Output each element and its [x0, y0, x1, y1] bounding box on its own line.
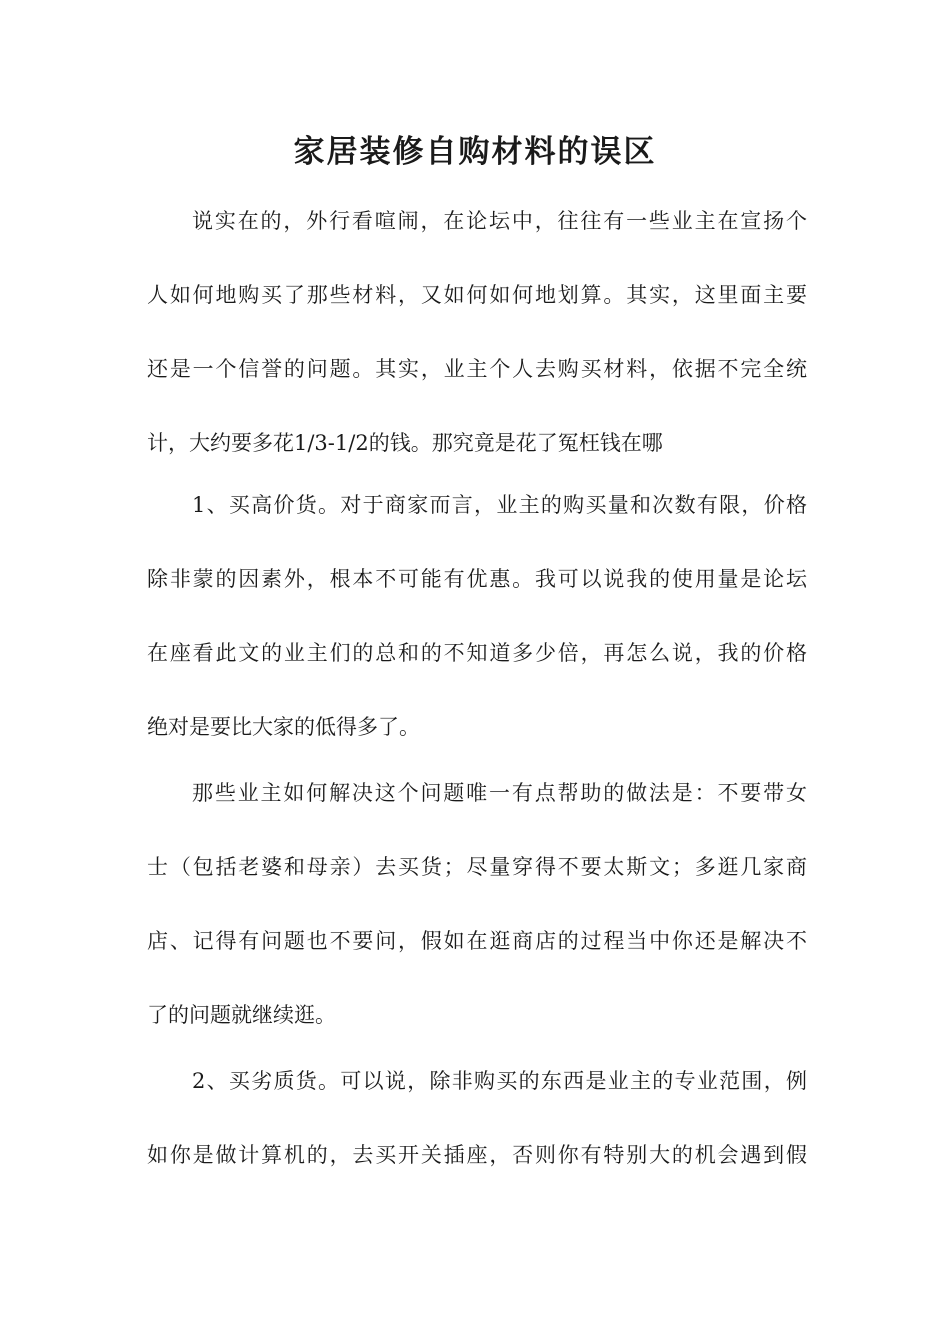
paragraph-line: 人如何地购买了那些材料，又如何如何地划算。其实，这里面主要	[147, 283, 807, 307]
paragraph-line: 绝对是要比大家的低得多了。	[147, 715, 420, 739]
paragraph-line: 2、买劣质货。可以说，除非购买的东西是业主的专业范围，例	[192, 1069, 807, 1093]
paragraph-line: 那些业主如何解决这个问题唯一有点帮助的做法是：不要带女	[192, 781, 807, 805]
paragraph-line: 计，大约要多花1/3-1/2的钱。那究竟是花了冤枉钱在哪	[147, 431, 663, 455]
document-title: 家居装修自购材料的误区	[293, 134, 657, 170]
paragraph-line: 在座看此文的业主们的总和的不知道多少倍，再怎么说，我的价格	[147, 641, 807, 665]
paragraph-line: 了的问题就继续逛。	[147, 1003, 336, 1027]
paragraph-line: 说实在的，外行看喧闹，在论坛中，往往有一些业主在宣扬个	[192, 209, 807, 233]
paragraph-line: 士（包括老婆和母亲）去买货；尽量穿得不要太斯文；多逛几家商	[147, 855, 807, 879]
paragraph-line: 除非蒙的因素外，根本不可能有优惠。我可以说我的使用量是论坛	[147, 567, 807, 591]
paragraph-line: 店、记得有问题也不要问，假如在逛商店的过程当中你还是解决不	[147, 929, 807, 953]
paragraph-line: 还是一个信誉的问题。其实，业主个人去购买材料，依据不完全统	[147, 357, 807, 381]
paragraph-line: 如你是做计算机的，去买开关插座，否则你有特别大的机会遇到假	[147, 1143, 807, 1167]
paragraph-line: 1、买高价货。对于商家而言，业主的购买量和次数有限，价格	[192, 493, 807, 517]
